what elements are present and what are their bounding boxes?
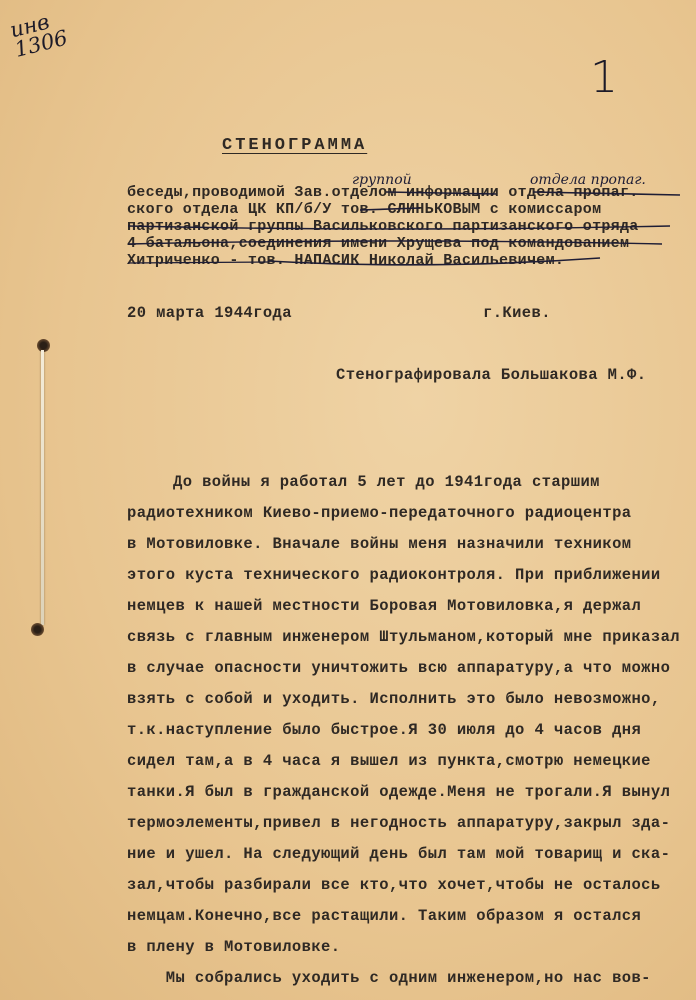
body-line-5: немцев к нашей местности Боровая Мотовиловка,я держал — [127, 597, 642, 615]
document-date: 20 марта 1944года — [127, 304, 292, 322]
body-line-7: в случае опасности уничтожить всю аппаратуру,а что можно — [127, 659, 671, 677]
body-line-6: связь с главным инженером Штульманом,который мне приказал — [127, 628, 680, 646]
body-line-2: радиотехником Киево-приемо-передаточного радиоцентра — [127, 504, 632, 522]
body-line-4: этого куста технического радиоконтроля. При приближении — [127, 566, 661, 584]
header-line-5: Хитриченко - тов. НАПАСИК Николай Васильевичем. — [127, 252, 565, 269]
body-line-13: ние и ушел. На следующий день был там мой товарищ и ска- — [127, 845, 671, 863]
body-line-15: немцам.Конечно,все растащили. Таким образом я остался — [127, 907, 642, 925]
body-line-9: т.к.наступление было быстрое.Я 30 июля до 4 часов дня — [127, 721, 642, 739]
archive-mark: инв 1306 — [7, 9, 70, 62]
body-line-10: сидел там,а в 4 часа я вышел из пункта,смотрю немецкие — [127, 752, 651, 770]
body-line-14: зал,чтобы разбирали все кто,что хочет,чтобы не осталось — [127, 876, 661, 894]
header-line-1: беседы,проводимой Зав.отделом информации отдела пропаг. — [127, 184, 639, 201]
body-line-8: взять с собой и уходить. Исполнить это было невозможно, — [127, 690, 661, 708]
body-line-1: До войны я работал 5 лет до 1941года старшим — [173, 473, 600, 491]
body-line-17: Мы собрались уходить с одним инженером,но нас вов- — [127, 969, 651, 987]
header-line-3: партизанской группы Васильковского партизанского отряда — [127, 218, 639, 235]
body-line-16: в плену в Мотовиловке. — [127, 938, 341, 956]
binding-thread — [41, 350, 44, 625]
document-title: СТЕНОГРАММА — [222, 136, 368, 155]
binding-hole-bottom — [31, 623, 44, 636]
page-number: 1 — [590, 52, 618, 103]
stenographer-line: Стенографировала Большакова М.Ф. — [336, 366, 647, 384]
body-line-11: танки.Я был в гражданской одежде.Меня не трогали.Я вынул — [127, 783, 671, 801]
body-line-12: термоэлементы,привел в негодность аппаратуру,закрыл зда- — [127, 814, 671, 832]
header-line-2: ского отдела ЦК КП/б/У тов. СЛИНЬКОВЫМ с комиссаром — [127, 201, 602, 218]
handwritten-insert-group: группой — [352, 172, 412, 188]
body-line-3: в Мотовиловке. Вначале войны меня назначили техником — [127, 535, 632, 553]
document-city: г.Киев. — [483, 304, 551, 322]
header-line-4: 4 батальона,соединения имени Хрущева под командованием — [127, 235, 630, 252]
handwritten-insert-propaganda: отдела пропаг. — [530, 172, 646, 188]
